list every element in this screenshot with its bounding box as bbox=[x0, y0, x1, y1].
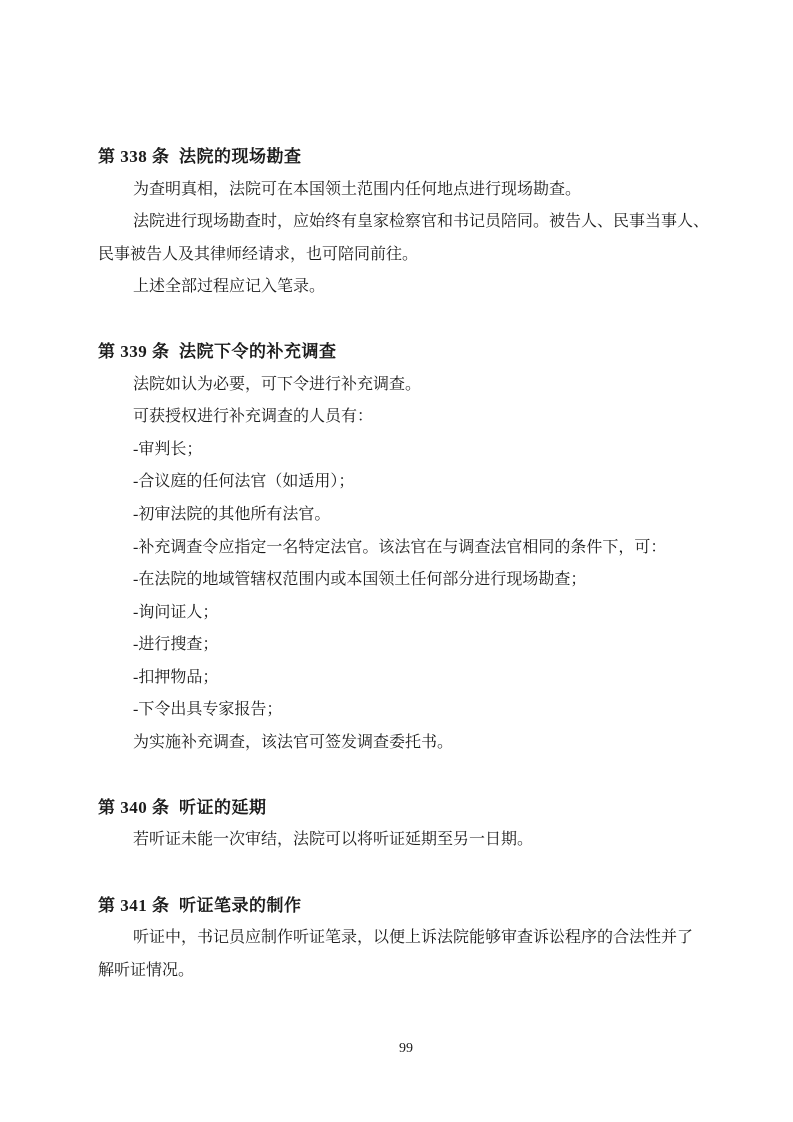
page-number: 99 bbox=[399, 1041, 413, 1056]
text-line: 法院进行现场勘查时，应始终有皇家检察官和书记员陪同。被告人、民事当事人、 bbox=[133, 213, 710, 231]
text-line: -扣押物品； bbox=[133, 668, 219, 686]
text-line: 法院如认为必要，可下令进行补充调查。 bbox=[133, 375, 422, 393]
article-section bbox=[98, 141, 714, 304]
text-line: -在法院的地域管辖权范围内或本国领土任何部分进行现场勘查； bbox=[133, 571, 587, 589]
text-line: 为查明真相，法院可在本国领土范围内任何地点进行现场勘查。 bbox=[133, 180, 582, 198]
text-line: -审判长； bbox=[133, 440, 203, 458]
text-line: -询问证人； bbox=[133, 603, 219, 621]
text-line: 若听证未能一次审结，法院可以将听证延期至另一日期。 bbox=[133, 831, 534, 849]
article-heading: 第 340 条 听证的延期 bbox=[98, 797, 267, 817]
text-line: 民事被告人及其律师经请求，也可陪同前往。 bbox=[98, 245, 419, 263]
article-section bbox=[98, 336, 714, 759]
text-line: -补充调查令应指定一名特定法官。该法官在与调查法官相同的条件下，可： bbox=[133, 538, 667, 556]
text-line: 可获授权进行补充调查的人员有： bbox=[133, 408, 374, 426]
text-line: 为实施补充调查，该法官可签发调查委托书。 bbox=[133, 733, 454, 751]
document-content bbox=[98, 141, 714, 987]
article-heading: 第 339 条 法院下令的补充调查 bbox=[98, 342, 337, 362]
article-heading: 第 341 条 听证笔录的制作 bbox=[98, 895, 302, 915]
text-line: -初审法院的其他所有法官。 bbox=[133, 506, 331, 524]
article-section bbox=[98, 792, 714, 857]
text-line: 听证中，书记员应制作听证笔录，以便上诉法院能够审查诉讼程序的合法性并了 bbox=[133, 929, 694, 947]
text-line: 上述全部过程应记入笔录。 bbox=[133, 278, 326, 296]
article-heading: 第 338 条 法院的现场勘查 bbox=[98, 147, 302, 166]
text-line: -合议庭的任何法官（如适用）； bbox=[133, 473, 355, 491]
text-line: 解听证情况。 bbox=[98, 961, 195, 979]
text-line: -进行搜查； bbox=[133, 636, 219, 654]
text-line: -下令出具专家报告； bbox=[133, 701, 283, 719]
article-section bbox=[98, 890, 714, 988]
